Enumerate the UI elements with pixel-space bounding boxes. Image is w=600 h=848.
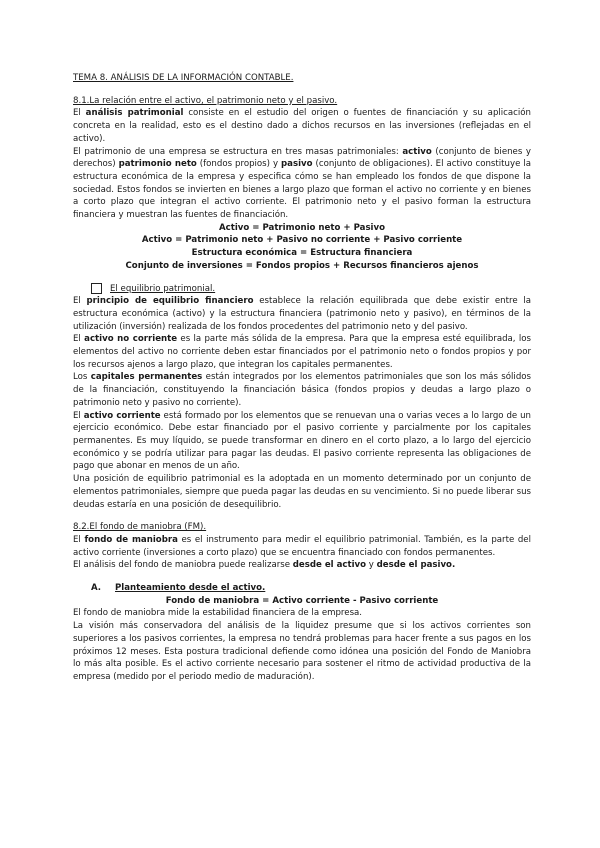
paragraph: El análisis patrimonial consiste en el estudio del origen o fuentes de financiación y su aplicación concreta en la realidad, esto es el destino dado a dichos recursos en las inversiones (reflejadas en el activo). [73,108,531,144]
checkbox-icon [91,283,102,294]
paragraph: El fondo de maniobra mide la estabilidad financiera de la empresa. [73,608,363,619]
section-8-2-heading: 8.2.El fondo de maniobra (FM). [73,522,207,533]
paragraph: El análisis del fondo de maniobra puede realizarse desde el activo y desde el pasivo. [73,560,456,571]
paragraph: El activo no corriente es la parte más sólida de la empresa. Para que la empresa esté equilibrada, los elementos del activo no corriente deben estar financiados por el patrimonio neto o fondos propios y por los recursos ajenos a largo plazo, que integran los capitales permanentes. [73,334,531,370]
document-page [73,70,531,684]
equation: Activo = Patrimonio neto + Pasivo no corriente + Pasivo corriente [141,235,463,246]
paragraph: El fondo de maniobra es el instrumento para medir el equilibrio patrimonial. También, es la parte del activo corriente (inversiones a corto plazo) que se encuentra financiado con fondos permanentes. [73,534,531,558]
section-a-heading: A. Planteamiento desde el activo. [91,583,266,594]
paragraph: El activo corriente está formado por los elementos que se renuevan una o varias veces a lo largo de un ejercicio económico. Debe estar financiado por el pasivo corriente y parcialmente por los capitales permanentes. Es muy líquido, se puede transformar en dinero en el corto plazo, a lo largo del ejercicio económico y se podría utilizar para pagar las deudas. El pasivo corriente representa las obligaciones de pago que abonar en menos de un año. [73,410,531,472]
paragraph: El patrimonio de una empresa se estructura en tres masas patrimoniales: activo (conjunto de bienes y derechos) patrimonio neto (fondos propios) y pasivo (conjunto de obligaciones). El activo constituye la estructura económica de la empresa y especifica cómo se han empleado los fondos de que dispone la sociedad. Estos fondos se invierten en bienes a largo plazo que forman el activo no corriente y en bienes a corto plazo que integran el activo corriente. El patrimonio neto y el pasivo forman la estructura financiera y muestran las fuentes de financiación. [73,146,531,221]
equation: Estructura económica = Estructura financiera [191,248,413,259]
equation: Activo = Patrimonio neto + Pasivo [218,222,386,233]
section-8-1-heading: 8.1.La relación entre el activo, el patrimonio neto y el pasivo. [73,95,338,106]
equation: Fondo de maniobra = Activo corriente - Pasivo corriente [165,595,439,606]
equilibrio-heading: El equilibrio patrimonial. [91,283,531,296]
paragraph: La visión más conservadora del análisis de la liquidez presume que si los activos corrientes son superiores a los pasivos corrientes, la empresa no tendrá problemas para hacer frente a sus pagos en los próximos 12 meses. Esta postura tradicional defiende como idónea una posición del Fondo de Maniobra lo más alta posible. Es el activo corriente necesario para sostener el ritmo de actividad productiva de la empresa (medido por el periodo medio de maduración). [73,621,531,682]
paragraph: El principio de equilibrio financiero establece la relación equilibrada que debe existir entre la estructura económica (activo) y la estructura financiera (patrimonio neto y pasivo), en términos de la utilización (inversión) realizada de los fondos procedentes del patrimonio neto y del pasivo. [73,296,531,332]
paragraph: Los capitales permanentes están integrados por los elementos patrimoniales que son los más sólidos de la financiación, constituyendo la financiación básica (fondos propios y deudas a largo plazo o patrimonio neto y pasivo no corriente). [73,372,532,408]
equation: Conjunto de inversiones = Fondos propios + Recursos financieros ajenos [125,260,479,271]
paragraph: Una posición de equilibrio patrimonial es la adoptada en un momento determinado por un conjunto de elementos patrimoniales, siempre que pueda pagar las deudas en su vencimiento. Si no puede liberar sus deudas estaría en una posición de desequilibrio. [73,474,531,510]
document-title: TEMA 8. ANÁLISIS DE LA INFORMACIÓN CONTABLE. [73,73,294,83]
